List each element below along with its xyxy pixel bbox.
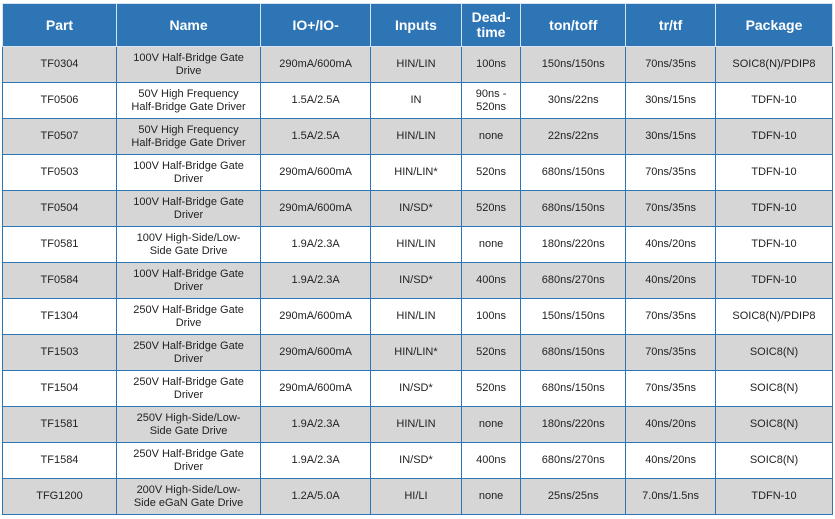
part-cell: TF1503: [3, 335, 117, 371]
ton-toff-cell: 22ns/22ns: [521, 119, 626, 155]
table-row: [3, 227, 833, 263]
io-cell: 1.9A/2.3A: [261, 227, 371, 263]
gate-driver-table: [2, 3, 833, 515]
tr-tf-cell: 30ns/15ns: [626, 83, 716, 119]
tr-tf-cell: 70ns/35ns: [626, 371, 716, 407]
name-cell: 250V Half-Bridge Gate Drive: [116, 299, 260, 335]
part-cell: TF0503: [3, 155, 117, 191]
ton-toff-cell: 680ns/270ns: [521, 263, 626, 299]
table-row: [3, 407, 833, 443]
name-cell: 100V Half-Bridge Gate Driver: [116, 191, 260, 227]
ton-toff-cell: 680ns/150ns: [521, 371, 626, 407]
table-row: [3, 443, 833, 479]
table-header: [3, 4, 833, 47]
table-row: [3, 335, 833, 371]
dead-time-cell: none: [461, 119, 521, 155]
ton-toff-cell: 150ns/150ns: [521, 47, 626, 83]
ton-toff-cell: 150ns/150ns: [521, 299, 626, 335]
name-cell: 100V High-Side/Low- Side Gate Drive: [116, 227, 260, 263]
ton-toff-cell: 30ns/22ns: [521, 83, 626, 119]
dead-time-cell: 400ns: [461, 443, 521, 479]
name-cell: 200V High-Side/Low- Side eGaN Gate Drive: [116, 479, 260, 515]
package-cell: TDFN-10: [715, 83, 832, 119]
inputs-cell: HIN/LIN*: [371, 335, 462, 371]
io-cell: 290mA/600mA: [261, 299, 371, 335]
name-cell: 250V Half-Bridge Gate Driver: [116, 371, 260, 407]
tr-tf-cell: 40ns/20ns: [626, 407, 716, 443]
dead-time-cell: 400ns: [461, 263, 521, 299]
table-row: [3, 83, 833, 119]
part-cell: TF1584: [3, 443, 117, 479]
io-cell: 290mA/600mA: [261, 335, 371, 371]
ton-toff-cell: 680ns/150ns: [521, 191, 626, 227]
header-package: Package: [715, 4, 832, 47]
package-cell: SOIC8(N): [715, 335, 832, 371]
package-cell: SOIC8(N)/PDIP8: [715, 299, 832, 335]
package-cell: SOIC8(N): [715, 371, 832, 407]
header-part: Part: [3, 4, 117, 47]
package-cell: SOIC8(N)/PDIP8: [715, 47, 832, 83]
name-cell: 50V High Frequency Half-Bridge Gate Driver: [116, 83, 260, 119]
part-cell: TF1581: [3, 407, 117, 443]
package-cell: TDFN-10: [715, 263, 832, 299]
tr-tf-cell: 30ns/15ns: [626, 119, 716, 155]
io-cell: 290mA/600mA: [261, 47, 371, 83]
part-cell: TF0506: [3, 83, 117, 119]
package-cell: TDFN-10: [715, 155, 832, 191]
inputs-cell: IN: [371, 83, 462, 119]
header-ton-toff: ton/toff: [521, 4, 626, 47]
inputs-cell: HIN/LIN*: [371, 155, 462, 191]
name-cell: 100V Half-Bridge Gate Driver: [116, 155, 260, 191]
table-row: [3, 263, 833, 299]
name-cell: 250V Half-Bridge Gate Driver: [116, 335, 260, 371]
table-row: [3, 299, 833, 335]
table-row: [3, 155, 833, 191]
table-row: [3, 479, 833, 515]
header-row: [3, 4, 833, 47]
dead-time-cell: 90ns - 520ns: [461, 83, 521, 119]
io-cell: 1.2A/5.0A: [261, 479, 371, 515]
tr-tf-cell: 70ns/35ns: [626, 191, 716, 227]
header-name: Name: [116, 4, 260, 47]
inputs-cell: HI/LI: [371, 479, 462, 515]
io-cell: 290mA/600mA: [261, 155, 371, 191]
inputs-cell: HIN/LIN: [371, 227, 462, 263]
io-cell: 290mA/600mA: [261, 371, 371, 407]
package-cell: TDFN-10: [715, 119, 832, 155]
name-cell: 50V High Frequency Half-Bridge Gate Driver: [116, 119, 260, 155]
inputs-cell: IN/SD*: [371, 191, 462, 227]
ton-toff-cell: 680ns/150ns: [521, 335, 626, 371]
io-cell: 1.5A/2.5A: [261, 119, 371, 155]
header-inputs: Inputs: [371, 4, 462, 47]
inputs-cell: HIN/LIN: [371, 407, 462, 443]
inputs-cell: IN/SD*: [371, 371, 462, 407]
dead-time-cell: 100ns: [461, 299, 521, 335]
package-cell: TDFN-10: [715, 479, 832, 515]
part-cell: TF1504: [3, 371, 117, 407]
inputs-cell: IN/SD*: [371, 263, 462, 299]
name-cell: 100V Half-Bridge Gate Drive: [116, 47, 260, 83]
package-cell: SOIC8(N): [715, 407, 832, 443]
package-cell: SOIC8(N): [715, 443, 832, 479]
dead-time-cell: 100ns: [461, 47, 521, 83]
part-cell: TF0507: [3, 119, 117, 155]
name-cell: 100V Half-Bridge Gate Driver: [116, 263, 260, 299]
io-cell: 1.5A/2.5A: [261, 83, 371, 119]
header-dead-time: Dead- time: [461, 4, 521, 47]
inputs-cell: HIN/LIN: [371, 119, 462, 155]
name-cell: 250V Half-Bridge Gate Driver: [116, 443, 260, 479]
io-cell: 290mA/600mA: [261, 191, 371, 227]
tr-tf-cell: 70ns/35ns: [626, 335, 716, 371]
part-cell: TFG1200: [3, 479, 117, 515]
ton-toff-cell: 680ns/270ns: [521, 443, 626, 479]
table-row: [3, 47, 833, 83]
package-cell: TDFN-10: [715, 191, 832, 227]
dead-time-cell: 520ns: [461, 191, 521, 227]
tr-tf-cell: 70ns/35ns: [626, 155, 716, 191]
io-cell: 1.9A/2.3A: [261, 407, 371, 443]
part-cell: TF0584: [3, 263, 117, 299]
tr-tf-cell: 40ns/20ns: [626, 263, 716, 299]
part-cell: TF0581: [3, 227, 117, 263]
table-body: [3, 47, 833, 515]
dead-time-cell: 520ns: [461, 155, 521, 191]
ton-toff-cell: 680ns/150ns: [521, 155, 626, 191]
part-cell: TF1304: [3, 299, 117, 335]
table-row: [3, 119, 833, 155]
package-cell: TDFN-10: [715, 227, 832, 263]
inputs-cell: HIN/LIN: [371, 47, 462, 83]
dead-time-cell: none: [461, 407, 521, 443]
part-cell: TF0304: [3, 47, 117, 83]
dead-time-cell: none: [461, 479, 521, 515]
dead-time-cell: 520ns: [461, 335, 521, 371]
ton-toff-cell: 180ns/220ns: [521, 227, 626, 263]
table-row: [3, 371, 833, 407]
header-io: IO+/IO-: [261, 4, 371, 47]
header-tr-tf: tr/tf: [626, 4, 716, 47]
dead-time-cell: none: [461, 227, 521, 263]
table-row: [3, 191, 833, 227]
tr-tf-cell: 40ns/20ns: [626, 227, 716, 263]
part-cell: TF0504: [3, 191, 117, 227]
io-cell: 1.9A/2.3A: [261, 263, 371, 299]
name-cell: 250V High-Side/Low- Side Gate Drive: [116, 407, 260, 443]
io-cell: 1.9A/2.3A: [261, 443, 371, 479]
inputs-cell: IN/SD*: [371, 443, 462, 479]
ton-toff-cell: 25ns/25ns: [521, 479, 626, 515]
tr-tf-cell: 70ns/35ns: [626, 299, 716, 335]
dead-time-cell: 520ns: [461, 371, 521, 407]
tr-tf-cell: 40ns/20ns: [626, 443, 716, 479]
tr-tf-cell: 7.0ns/1.5ns: [626, 479, 716, 515]
tr-tf-cell: 70ns/35ns: [626, 47, 716, 83]
inputs-cell: HIN/LIN: [371, 299, 462, 335]
ton-toff-cell: 180ns/220ns: [521, 407, 626, 443]
